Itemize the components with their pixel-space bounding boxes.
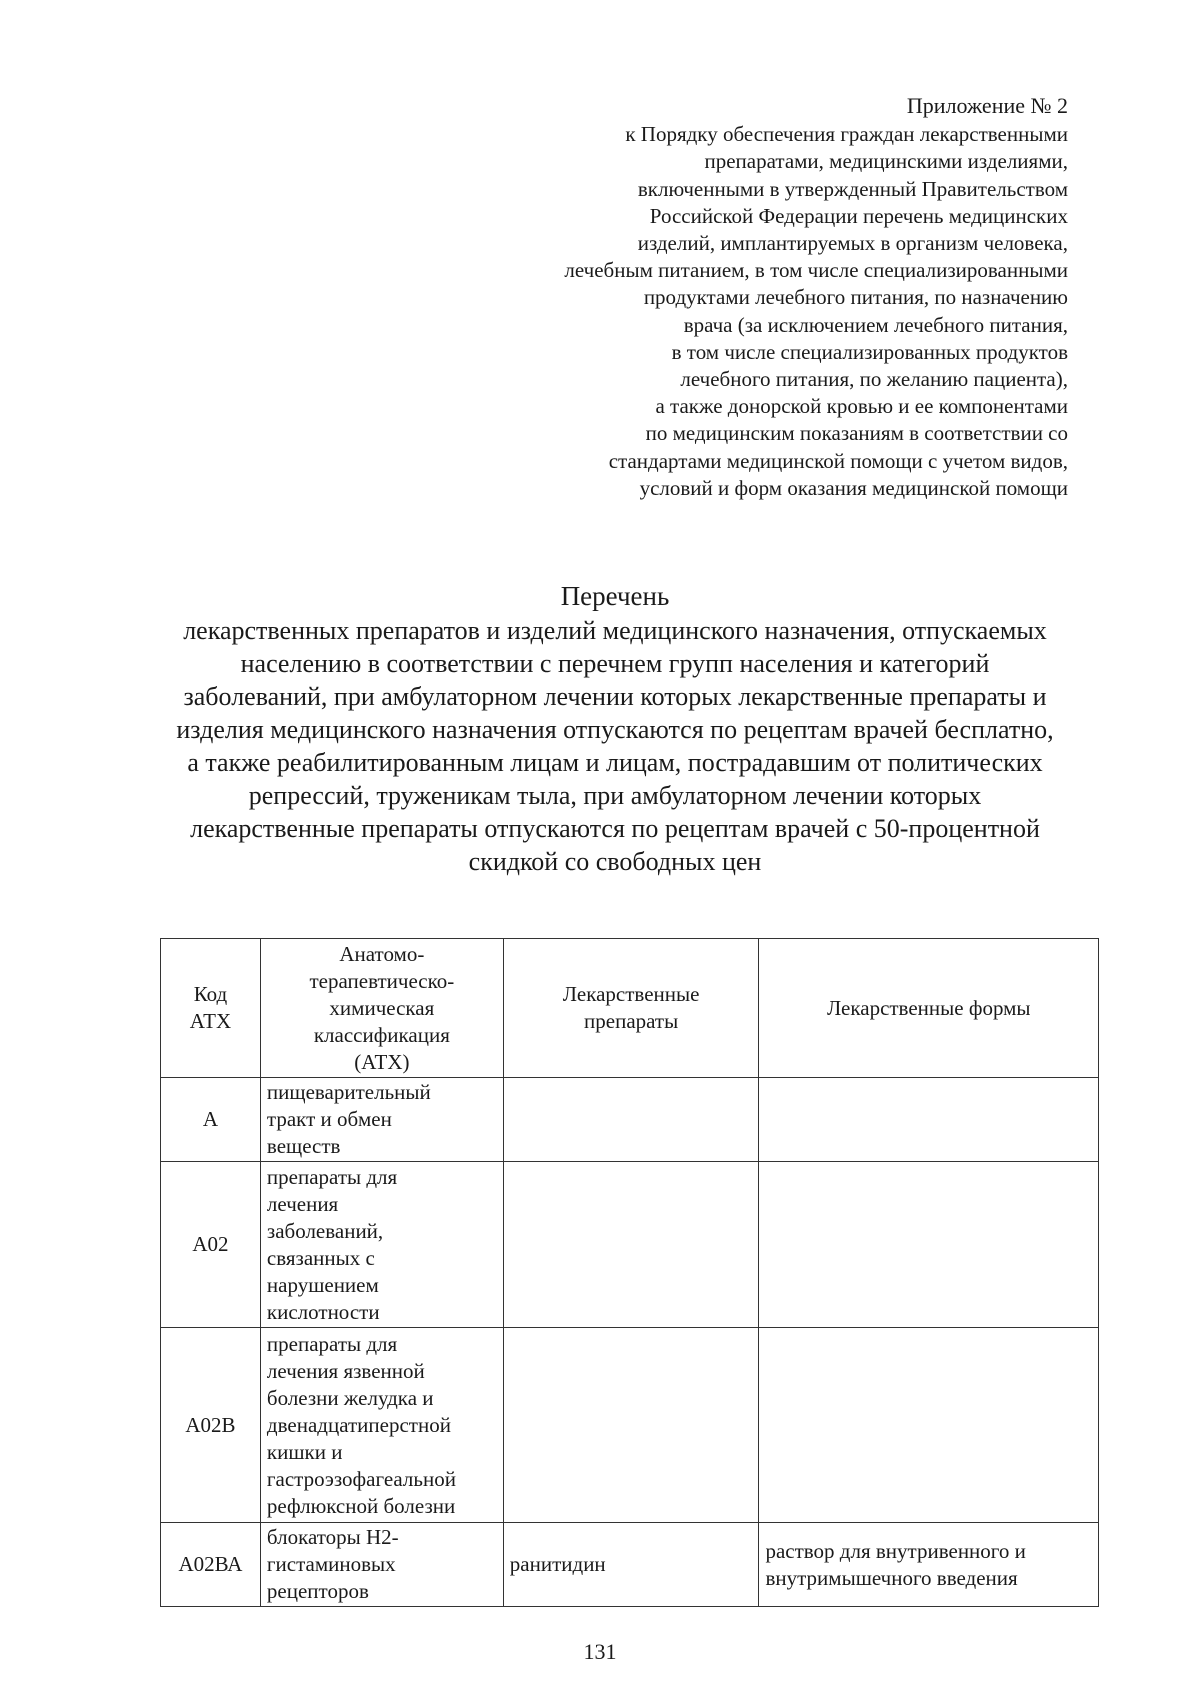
row-classification (260, 1328, 503, 1523)
appendix-line: в том числе специализированных продуктов (671, 339, 1068, 364)
row-code: А02 (161, 1162, 261, 1328)
classification-line: веществ (266, 1134, 341, 1158)
classification-line: рецепторов (266, 1579, 369, 1603)
appendix-line: лечебного питания, по желанию пациента), (680, 367, 1068, 392)
header-forms-line: Лекарственные формы (826, 995, 1031, 1020)
classification-line: лечения (266, 1191, 339, 1216)
title-line: скидкой со свободных цен (468, 847, 762, 876)
table-row (161, 1162, 1099, 1328)
classification-line: препараты для (266, 1331, 398, 1356)
row-form (759, 1523, 1099, 1607)
classification-line: гистаминовых (266, 1552, 396, 1576)
row-classification (260, 1523, 503, 1607)
appendix-line: продуктами лечебного питания, по назначению (643, 285, 1068, 310)
classification-line: нарушением (266, 1272, 379, 1297)
document-title (140, 580, 1090, 878)
appendix-line: по медицинским показаниям в соответствии со (645, 421, 1068, 446)
classification-line: препараты для (266, 1164, 398, 1189)
header-drugs-line: препараты (584, 1009, 679, 1033)
row-form (759, 1078, 1099, 1162)
classification-line: связанных с (266, 1245, 375, 1270)
row-classification (260, 1078, 503, 1162)
title-line: лекарственных препаратов и изделий медицинского назначения, отпускаемых (183, 616, 1047, 645)
header-code-line: Код (193, 982, 228, 1006)
row-form (759, 1162, 1099, 1328)
page-number: 131 (583, 1639, 617, 1664)
header-drugs (503, 939, 759, 1078)
table-row (161, 1078, 1099, 1162)
classification-line: заболеваний, (266, 1218, 384, 1243)
classification-line: кишки и (266, 1439, 343, 1464)
header-code (161, 939, 261, 1078)
title-line: репрессий, труженикам тыла, при амбулаторном лечении которых (248, 781, 982, 810)
table-row (161, 1328, 1099, 1523)
header-classification-line: химическая (329, 995, 435, 1020)
title-heading: Перечень (560, 581, 670, 611)
form-line: внутримышечного введения (765, 1565, 1018, 1590)
classification-line: двенадцатиперстной (266, 1412, 451, 1437)
appendix-line: к Порядку обеспечения граждан лекарственными (625, 122, 1068, 147)
appendix-line: стандартами медицинской помощи с учетом видов, (608, 448, 1068, 473)
header-classification-line: классификация (313, 1022, 450, 1047)
classification-line: гастроэзофагеальной (266, 1466, 456, 1491)
classification-line: пищеварительный (266, 1080, 431, 1104)
header-classification-line: терапевтическо- (309, 968, 455, 993)
classification-line: блокаторы Н2- (266, 1525, 399, 1549)
title-line: населению в соответствии с перечнем групп населения и категорий (240, 649, 990, 678)
title-line: изделия медицинского назначения отпускаются по рецептам врачей бесплатно, (176, 715, 1054, 744)
header-forms (759, 939, 1099, 1078)
classification-line: тракт и обмен (266, 1107, 392, 1131)
classification-line: болезни желудка и (266, 1385, 434, 1410)
row-classification (260, 1162, 503, 1328)
form-line: раствор для внутривенного и (765, 1538, 1026, 1563)
classification-line: рефлюксной болезни (266, 1493, 456, 1518)
row-form (759, 1328, 1099, 1523)
classification-line: кислотности (266, 1299, 380, 1324)
table-row (161, 1523, 1099, 1607)
row-drug (503, 1328, 759, 1523)
appendix-line: а также донорской кровью и ее компонентами (655, 394, 1068, 419)
row-code: А (161, 1078, 261, 1162)
header-classification-line: Анатомо- (339, 941, 425, 966)
header-classification-line: (АТХ) (354, 1049, 410, 1074)
title-line: заболеваний, при амбулаторном лечении которых лекарственные препараты и (183, 682, 1047, 711)
appendix-line: изделий, имплантируемых в организм человека, (637, 231, 1068, 256)
appendix-line: лечебным питанием, в том числе специализированными (564, 258, 1068, 283)
appendix-line: условий и форм оказания медицинской помощи (639, 475, 1068, 500)
appendix-line: Российской Федерации перечень медицинских (649, 203, 1068, 228)
classification-line: лечения язвенной (266, 1358, 425, 1383)
row-drug (503, 1078, 759, 1162)
row-drug: ранитидин (503, 1523, 759, 1607)
atx-table (160, 938, 1099, 1607)
row-code: А02ВА (161, 1523, 261, 1607)
appendix-line: препаратами, медицинскими изделиями, (704, 149, 1068, 174)
header-classification (260, 939, 503, 1078)
appendix-line: врача (за исключением лечебного питания, (683, 312, 1068, 337)
row-drug (503, 1162, 759, 1328)
row-code: А02В (161, 1328, 261, 1523)
appendix-line: включенными в утвержденный Правительством (637, 176, 1068, 201)
table-header-row (161, 939, 1099, 1078)
appendix-block (428, 92, 1068, 502)
header-drugs-line: Лекарственные (562, 982, 700, 1006)
title-line: а также реабилитированным лицам и лицам, пострадавшим от политических (187, 748, 1043, 777)
title-line: лекарственные препараты отпускаются по рецептам врачей с 50-процентной (190, 814, 1040, 843)
appendix-heading: Приложение № 2 (906, 93, 1068, 118)
header-code-line: АТХ (189, 1009, 232, 1033)
